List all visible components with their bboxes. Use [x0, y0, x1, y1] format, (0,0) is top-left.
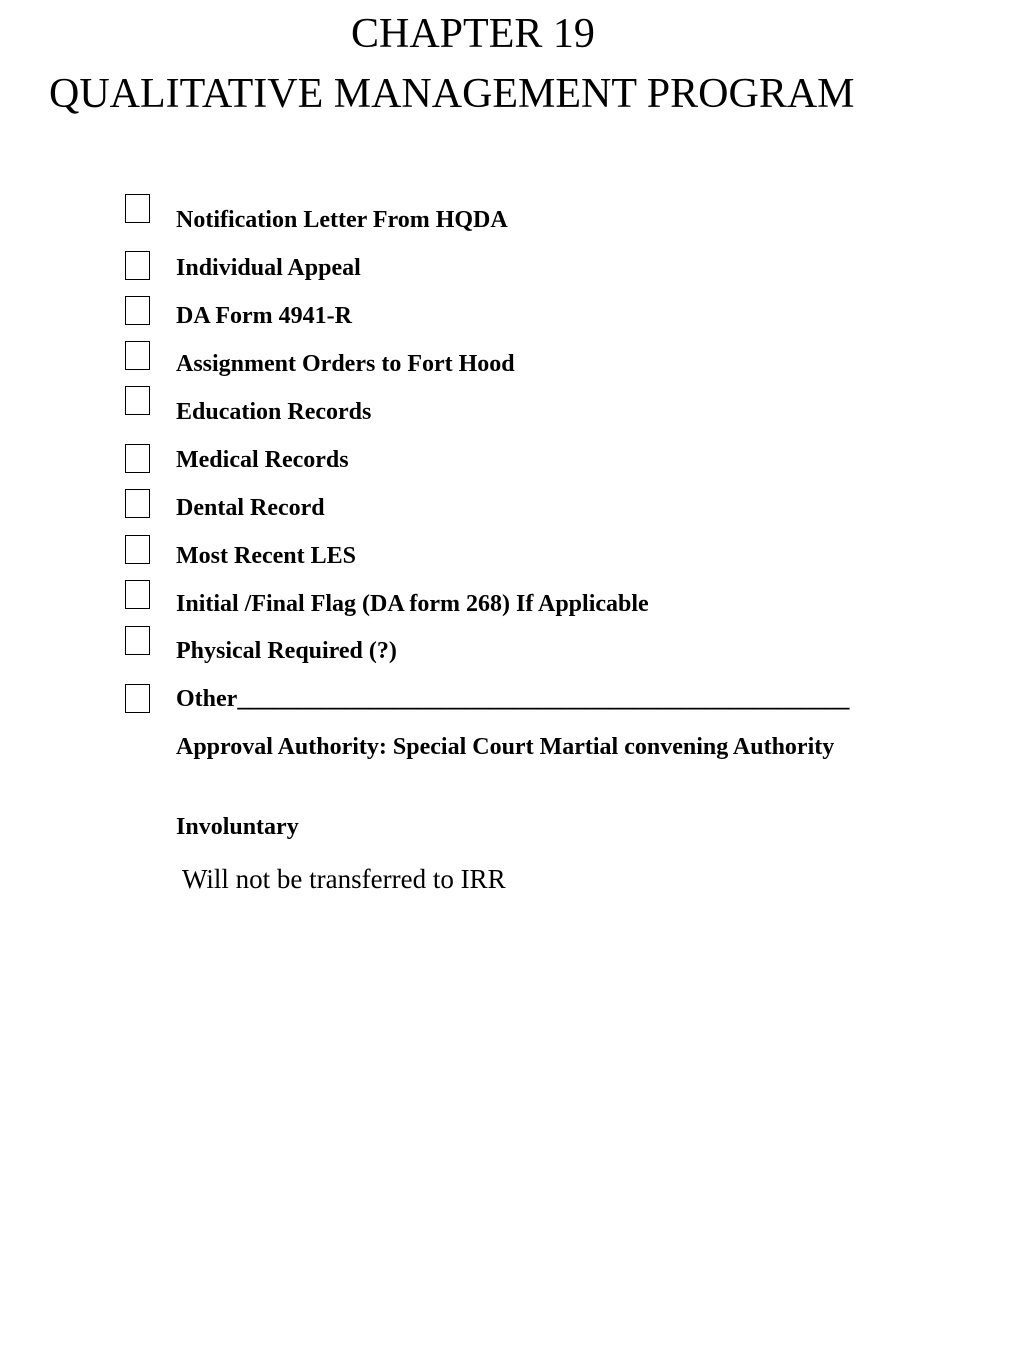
checkbox-other[interactable] [125, 684, 150, 713]
checklist-label-da-form-4941: DA Form 4941-R [176, 303, 352, 329]
checkbox-physical-required[interactable] [125, 626, 150, 655]
checklist-label-other: Other___________________________________________________ [176, 686, 850, 712]
chapter-title: CHAPTER 19 [351, 11, 595, 57]
checkbox-notification-letter[interactable] [125, 194, 150, 223]
checklist-label-individual-appeal: Individual Appeal [176, 255, 361, 281]
checkbox-assignment-orders[interactable] [125, 341, 150, 370]
checkbox-dental-record[interactable] [125, 489, 150, 518]
involuntary-note: Involuntary [176, 814, 299, 840]
checklist-label-education-records: Education Records [176, 399, 372, 425]
checkbox-most-recent-les[interactable] [125, 535, 150, 564]
checkbox-da-form-4941[interactable] [125, 296, 150, 325]
checklist-label-notification-letter: Notification Letter From HQDA [176, 207, 508, 233]
checklist-label-flag-da-form-268: Initial /Final Flag (DA form 268) If Applicable [176, 591, 649, 617]
checklist-label-dental-record: Dental Record [176, 495, 325, 521]
checkbox-medical-records[interactable] [125, 444, 150, 473]
checkbox-education-records[interactable] [125, 386, 150, 415]
checkbox-individual-appeal[interactable] [125, 251, 150, 280]
program-title: QUALITATIVE MANAGEMENT PROGRAM [49, 71, 855, 117]
approval-authority-note: Approval Authority: Special Court Martial convening Authority [176, 734, 835, 760]
checklist-label-most-recent-les: Most Recent LES [176, 543, 356, 569]
irr-transfer-note: Will not be transferred to IRR [182, 864, 506, 894]
checklist-label-physical-required: Physical Required (?) [176, 638, 397, 664]
checkbox-flag-da-form-268[interactable] [125, 580, 150, 609]
checklist-label-assignment-orders: Assignment Orders to Fort Hood [176, 351, 515, 377]
checklist-label-medical-records: Medical Records [176, 447, 349, 473]
